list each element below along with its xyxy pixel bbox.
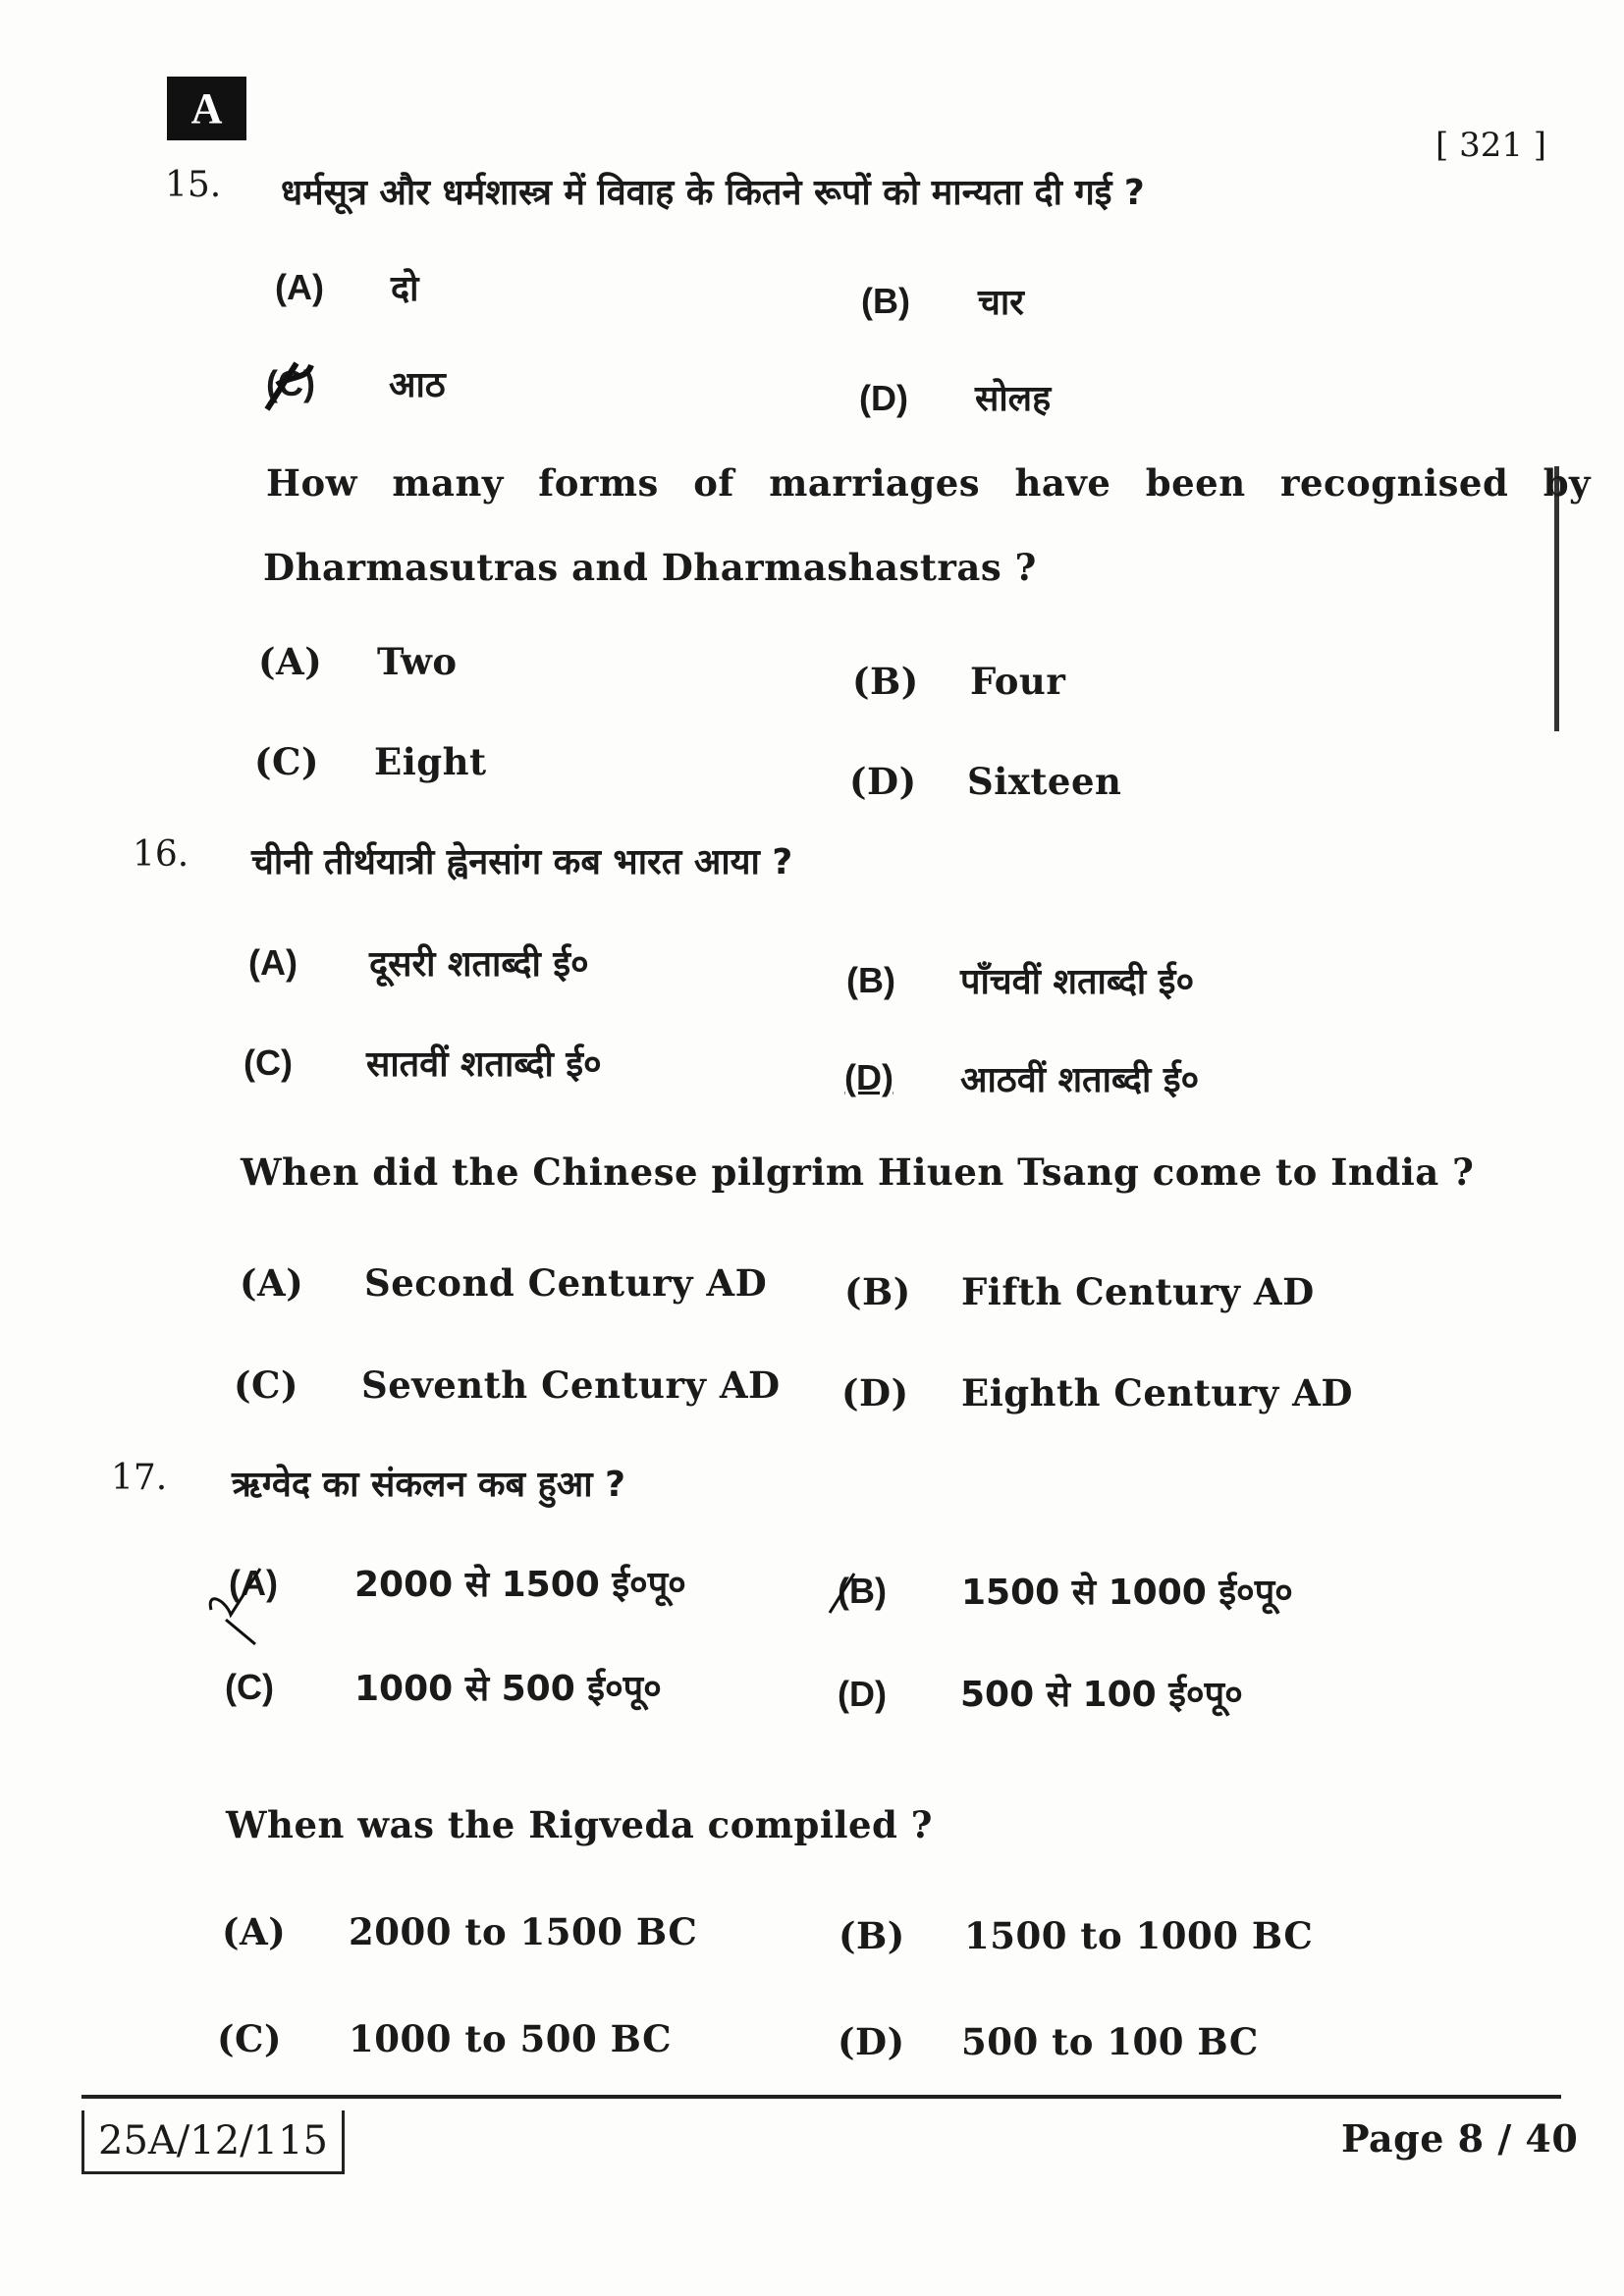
option-label: (C) bbox=[225, 1667, 274, 1707]
option-label-marked: (D) bbox=[844, 1057, 893, 1097]
option-text: Eight bbox=[374, 740, 487, 783]
option-label: (C) bbox=[254, 740, 319, 783]
option-label: (B) bbox=[861, 281, 910, 321]
footer-rule bbox=[81, 2095, 1561, 2099]
question-number: 17. bbox=[111, 1458, 168, 1498]
option-text: पाँचवीं शताब्दी ई० bbox=[960, 962, 1195, 1002]
option-label: (A) bbox=[258, 640, 323, 683]
option-text: 2000 to 1500 BC bbox=[349, 1910, 698, 1953]
option-text: दो bbox=[391, 269, 419, 309]
question-number: 15. bbox=[165, 165, 222, 205]
option-text: सातवीं शताब्दी ई० bbox=[366, 1044, 602, 1085]
question-text-english: When did the Chinese pilgrim Hiuen Tsang come to India ? bbox=[241, 1150, 1475, 1194]
option-text: Four bbox=[970, 660, 1066, 703]
option-label: (A) bbox=[222, 1910, 287, 1953]
option-text: चार bbox=[978, 283, 1024, 323]
option-label: (A) bbox=[248, 942, 298, 983]
option-text: 1000 to 500 BC bbox=[349, 2017, 673, 2060]
option-text: आठवीं शताब्दी ई० bbox=[960, 1060, 1200, 1100]
pen-mark-icon bbox=[257, 355, 326, 414]
option-text: 500 से 100 ई०पू० bbox=[960, 1675, 1243, 1715]
question-text-hindi: ऋग्वेद का संकलन कब हुआ ? bbox=[232, 1465, 625, 1505]
option-label: (D) bbox=[859, 378, 908, 418]
option-label: (D) bbox=[849, 760, 917, 803]
question-text-english: When was the Rigveda compiled ? bbox=[226, 1803, 933, 1846]
tick-mark-icon bbox=[201, 1561, 290, 1649]
option-label: (C) bbox=[244, 1042, 293, 1083]
option-text: 2000 से 1500 ई०पू० bbox=[354, 1565, 686, 1605]
option-text: Two bbox=[377, 640, 458, 683]
option-label: (B) bbox=[839, 1914, 905, 1957]
option-text: दूसरी शताब्दी ई० bbox=[369, 944, 589, 985]
option-text: Sixteen bbox=[967, 760, 1122, 803]
option-label-marked: (C) bbox=[266, 363, 315, 403]
option-label: (D) bbox=[838, 2020, 905, 2063]
option-label: (C) bbox=[234, 1363, 298, 1407]
option-text: 1500 to 1000 BC bbox=[964, 1914, 1314, 1957]
question-number: 16. bbox=[133, 834, 189, 875]
option-text: आठ bbox=[389, 365, 446, 405]
option-text: Eighth Century AD bbox=[961, 1371, 1353, 1415]
option-text: Seventh Century AD bbox=[361, 1363, 781, 1407]
option-text: 1000 से 500 ई०पू० bbox=[354, 1669, 662, 1709]
question-text-hindi: धर्मसूत्र और धर्मशास्त्र में विवाह के कितने रूपों को मान्यता दी गई ? bbox=[281, 173, 1145, 213]
set-label: A bbox=[167, 77, 246, 140]
page-number: Page 8 / 40 bbox=[1341, 2116, 1579, 2161]
paper-code: [ 321 ] bbox=[1435, 126, 1547, 165]
question-text-hindi: चीनी तीर्थयात्री ह्वेनसांग कब भारत आया ? bbox=[251, 842, 793, 882]
question-text-english: How many forms of marriages have been recognised by bbox=[266, 461, 1592, 505]
option-label: (B) bbox=[852, 660, 919, 703]
option-label: (A) bbox=[240, 1261, 304, 1305]
option-label: (C) bbox=[217, 2017, 282, 2060]
option-label: (B) bbox=[844, 1270, 911, 1313]
option-label-marked: (B) bbox=[838, 1571, 887, 1611]
option-text: सोलह bbox=[975, 379, 1052, 419]
question-text-english-cont: Dharmasutras and Dharmashastras ? bbox=[263, 546, 1037, 589]
option-text: Fifth Century AD bbox=[961, 1270, 1315, 1313]
option-label: (B) bbox=[846, 960, 895, 1000]
pen-mark-icon bbox=[825, 1569, 864, 1618]
option-label: (D) bbox=[841, 1371, 909, 1415]
option-text: 1500 से 1000 ई०पू० bbox=[961, 1573, 1293, 1613]
option-text: 500 to 100 BC bbox=[961, 2020, 1259, 2063]
option-text: Second Century AD bbox=[364, 1261, 768, 1305]
scan-edge bbox=[1554, 466, 1559, 731]
option-label-marked: (A) bbox=[229, 1563, 278, 1603]
option-label: (A) bbox=[275, 267, 324, 307]
option-label: (D) bbox=[838, 1674, 887, 1714]
booklet-code: 25A/12/115 bbox=[81, 2110, 345, 2174]
